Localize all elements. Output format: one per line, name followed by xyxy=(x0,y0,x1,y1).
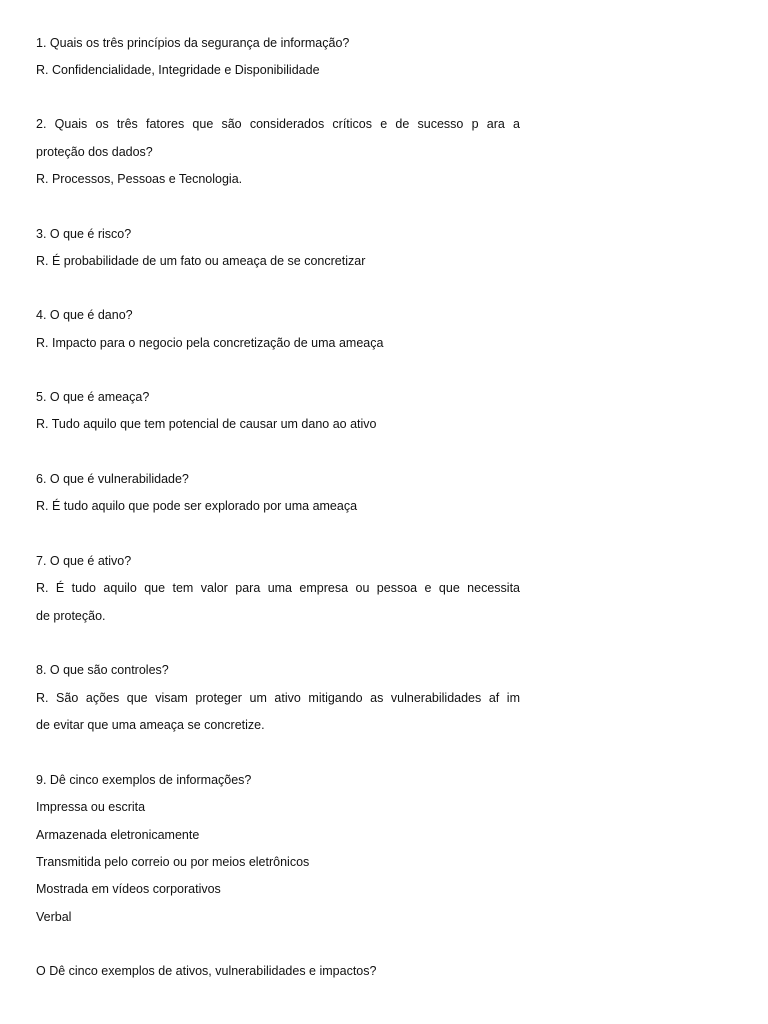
answer-9-item: Mostrada em vídeos corporativos xyxy=(36,882,221,896)
answer-9-item: Verbal xyxy=(36,910,72,924)
answer-3: R. É probabilidade de um fato ou ameaça de se concretizar xyxy=(36,254,366,268)
question-2-line-1: 2. Quais os três fatores que são considerados críticos e de sucesso p ara a xyxy=(36,117,520,131)
answer-8-line-2: de evitar que uma ameaça se concretize. xyxy=(36,718,265,732)
answer-7-line-2: de proteção. xyxy=(36,609,106,623)
answer-9-item: Armazenada eletronicamente xyxy=(36,828,200,842)
answer-5: R. Tudo aquilo que tem potencial de causar um dano ao ativo xyxy=(36,417,377,431)
answer-6: R. É tudo aquilo que pode ser explorado por uma ameaça xyxy=(36,499,358,513)
answer-2: R. Processos, Pessoas e Tecnologia. xyxy=(36,172,243,186)
answer-7-line-1: R. É tudo aquilo que tem valor para uma empresa ou pessoa e que necessita xyxy=(36,581,520,595)
question-4: 4. O que é dano? xyxy=(36,308,133,322)
answer-4: R. Impacto para o negocio pela concretização de uma ameaça xyxy=(36,336,384,350)
answer-1: R. Confidencialidade, Integridade e Disponibilidade xyxy=(36,63,320,77)
question-9: 9. Dê cinco exemplos de informações? xyxy=(36,773,252,787)
question-8: 8. O que são controles? xyxy=(36,663,169,677)
answer-8-line-1: R. São ações que visam proteger um ativo mitigando as vulnerabilidades af im xyxy=(36,691,520,705)
question-6: 6. O que é vulnerabilidade? xyxy=(36,472,189,486)
answer-9-item: Impressa ou escrita xyxy=(36,800,146,814)
answer-9-item: Transmitida pelo correio ou por meios eletrônicos xyxy=(36,855,310,869)
question-7: 7. O que é ativo? xyxy=(36,554,132,568)
question-2-line-2: proteção dos dados? xyxy=(36,145,153,159)
question-10: O Dê cinco exemplos de ativos, vulnerabilidades e impactos? xyxy=(36,964,377,978)
question-5: 5. O que é ameaça? xyxy=(36,390,150,404)
question-3: 3. O que é risco? xyxy=(36,227,132,241)
question-1: 1. Quais os três princípios da segurança de informação? xyxy=(36,36,350,50)
